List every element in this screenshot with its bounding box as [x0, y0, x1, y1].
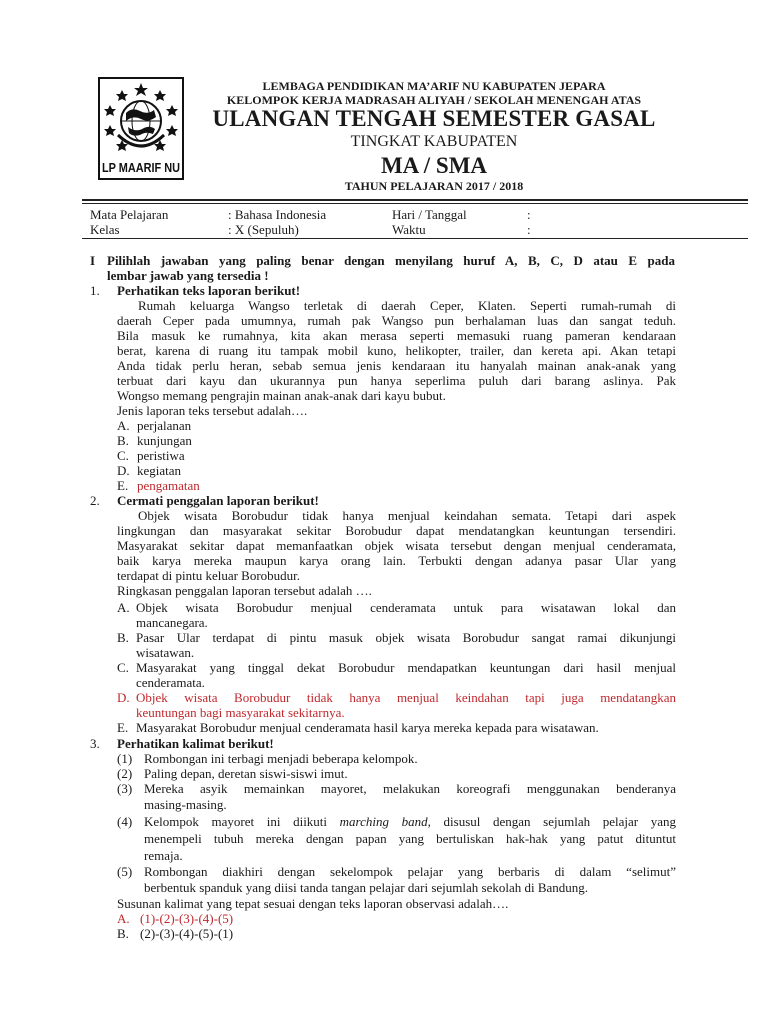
header-org: LEMBAGA PENDIDIKAN MA’ARIF NU KABUPATEN JEPARA: [262, 79, 606, 93]
lp-maarif-emblem-icon: [98, 77, 184, 180]
q1-option-e-answer: pengamatan: [137, 478, 200, 493]
q3-title: Perhatikan kalimat berikut!: [117, 736, 274, 751]
q2-option-d-letter: D.: [117, 690, 130, 705]
q3-option-b-text: (2)-(3)-(4)-(5)-(1): [140, 926, 234, 941]
q1-option-a-text: perjalanan: [137, 418, 192, 433]
q1-text-line: terbuat dari kayu dan ukurannya pun hanya seperlima puluh dari barang aslinya. Pak: [117, 373, 676, 388]
q1-option-d-text: kegiatan: [137, 463, 182, 478]
q1-option-b-letter: B.: [117, 433, 129, 448]
class-label: Kelas: [90, 222, 120, 237]
q1-title: Perhatikan teks laporan berikut!: [117, 283, 301, 298]
q1-text-line: daerah Ceper pada umumnya, rumah pak Wangso pun berhalaman luas dan sangat teduh.: [117, 313, 676, 328]
exam-school: MA / SMA: [380, 153, 488, 178]
section-instruction-line1: Pilihlah jawaban yang paling benar dengan menyilang huruf A, B, C, D atau E pada: [107, 253, 675, 268]
logo-text: LP MAARIF NU: [102, 160, 180, 175]
q2-option-a-line1: Objek wisata Borobudur menjual cenderamata untuk para wisatawan lokal dan: [136, 600, 676, 615]
q2-text-line: baik karya mereka maupun karya orang lain. Terbukti dengan adanya pasar Ular yang: [117, 553, 676, 568]
section-instruction-line2: lembar jawab yang tersedia !: [107, 268, 269, 283]
q1-text-line: Wongso memang pengrajin mainan anak-anak dari kayu bubut.: [117, 388, 446, 403]
q3-item-3-number: (3): [117, 781, 133, 796]
q3-option-b-letter: B.: [117, 926, 129, 941]
q2-option-c-line2: cenderamata.: [136, 675, 205, 690]
q3-item-5-number: (5): [117, 864, 133, 879]
q1-question: Jenis laporan teks tersebut adalah….: [117, 403, 308, 418]
q2-number: 2.: [90, 493, 100, 508]
q2-option-a-line2: mancanegara.: [136, 615, 208, 630]
q3-item-4-line1: [144, 814, 676, 829]
section-number: I: [90, 253, 96, 268]
q3-item-4-text-post: , disusul dengan sejumlah pelajar yang: [427, 814, 676, 829]
q3-item-5-line1: Rombongan diakhiri dengan sekelompok pelajar yang berbaris di dalam “selimut”: [144, 864, 676, 879]
info-divider: [82, 238, 748, 239]
school-logo: [98, 77, 184, 180]
q2-option-e-letter: E.: [117, 720, 129, 735]
q2-option-b-letter: B.: [117, 630, 129, 645]
header-divider-thin: [82, 203, 748, 204]
q3-item-3-line2: masing-masing.: [144, 797, 227, 812]
q2-text-line: Masyarakat sekitar dapat memanfaatkan objek wisata tersebut dengan menjual cenderamata,: [117, 538, 676, 553]
q1-option-d-letter: D.: [117, 463, 130, 478]
q3-item-1-number: (1): [117, 751, 133, 766]
subject-value: : Bahasa Indonesia: [228, 207, 327, 222]
subject-label: Mata Pelajaran: [90, 207, 169, 222]
exam-title: ULANGAN TENGAH SEMESTER GASAL: [212, 106, 656, 131]
day-label: Hari / Tanggal: [392, 207, 467, 222]
header-divider-thick: [82, 199, 748, 201]
q3-question: Susunan kalimat yang tepat sesuai dengan teks laporan observasi adalah….: [117, 896, 509, 911]
q2-option-e-line1: Masyarakat Borobudur menjual cenderamata hasil karya mereka kepada para wisatawan.: [136, 720, 599, 735]
q1-option-c-letter: C.: [117, 448, 129, 463]
exam-level: TINGKAT KABUPATEN: [350, 133, 518, 150]
q2-text-line: lingkungan dan masyarakat sekitar Borobudur dapat mendatangkan keuntungan tersendiri.: [117, 523, 676, 538]
q3-item-4-line3: remaja.: [144, 848, 183, 863]
q1-text-line: Anda tidak perlu heran, sebab semua jenis kendaraan itu hanyalah mainan anak-anak yang: [117, 358, 676, 373]
q3-item-2-text: Paling depan, deretan siswi-siswi imut.: [144, 766, 348, 781]
q1-text-line: Rumah keluarga Wangso terletak di daerah Ceper, Klaten. Seperti rumah-rumah di: [138, 298, 676, 313]
q3-item-2-number: (2): [117, 766, 133, 781]
time-value: :: [527, 222, 531, 237]
class-value: : X (Sepuluh): [228, 222, 299, 237]
q3-number: 3.: [90, 736, 100, 751]
q2-text-line: Objek wisata Borobudur tidak hanya menjual keindahan semata. Tetapi dari aspek: [138, 508, 676, 523]
q1-option-e-letter: E.: [117, 478, 129, 493]
q2-option-b-line2: wisatawan.: [136, 645, 195, 660]
q3-item-1-text: Rombongan ini terbagi menjadi beberapa kelompok.: [144, 751, 418, 766]
header-group: KELOMPOK KERJA MADRASAH ALIYAH / SEKOLAH MENENGAH ATAS: [226, 93, 642, 107]
q1-option-a-letter: A.: [117, 418, 130, 433]
q3-item-3-line1: Mereka asyik memainkan mayoret, melakukan koreografi menggunakan benderanya: [144, 781, 676, 796]
q1-text-line: Bila masuk ke rumahnya, kita akan merasa seperti memasuki ruang pameran kendaraan: [117, 328, 676, 343]
q1-number: 1.: [90, 283, 100, 298]
q2-text-line: terdapat di pintu keluar Borobudur.: [117, 568, 301, 583]
q3-item-5-line2: berbentuk spanduk yang diisi tanda tangan pelajar dari sejumlah sekolah di Bandung.: [144, 880, 589, 895]
q2-option-a-letter: A.: [117, 600, 130, 615]
day-value: :: [527, 207, 531, 222]
q1-option-b-text: kunjungan: [137, 433, 192, 448]
q3-item-4-line2: menempeli tubuh mereka dengan papan yang bertuliskan hak-hak yang patut dituntut: [144, 831, 676, 846]
q3-item-4-text-pre: Kelompok mayoret ini diikuti: [144, 814, 340, 829]
q2-option-d-answer-line2: keuntungan bagi masyarakat sekitarnya.: [136, 705, 345, 720]
time-label: Waktu: [392, 222, 426, 237]
q3-option-a-answer: (1)-(2)-(3)-(4)-(5): [140, 911, 234, 926]
q2-title: Cermati penggalan laporan berikut!: [117, 493, 319, 508]
q3-item-4-number: (4): [117, 814, 133, 829]
q1-option-c-text: peristiwa: [137, 448, 185, 463]
exam-year: TAHUN PELAJARAN 2017 / 2018: [344, 179, 524, 193]
q2-option-c-letter: C.: [117, 660, 129, 675]
q1-text-line: berat, karena di ruang itu tampak mobil kuno, helikopter, trailer, dan kereta api. Akan tetapi: [117, 343, 676, 358]
q2-question: Ringkasan penggalan laporan tersebut adalah ….: [117, 583, 372, 598]
q2-option-b-line1: Pasar Ular terdapat di pintu masuk objek wisata Borobudur sangat ramai dikunjungi: [136, 630, 676, 645]
q3-item-4-text-italic: marching band: [339, 814, 428, 829]
q2-option-d-answer-line1: Objek wisata Borobudur tidak hanya menjual keindahan tapi juga mendatangkan: [136, 690, 676, 705]
q3-option-a-letter: A.: [117, 911, 130, 926]
q2-option-c-line1: Masyarakat yang tinggal dekat Borobudur mendapatkan keuntungan dari hasil menjual: [136, 660, 676, 675]
